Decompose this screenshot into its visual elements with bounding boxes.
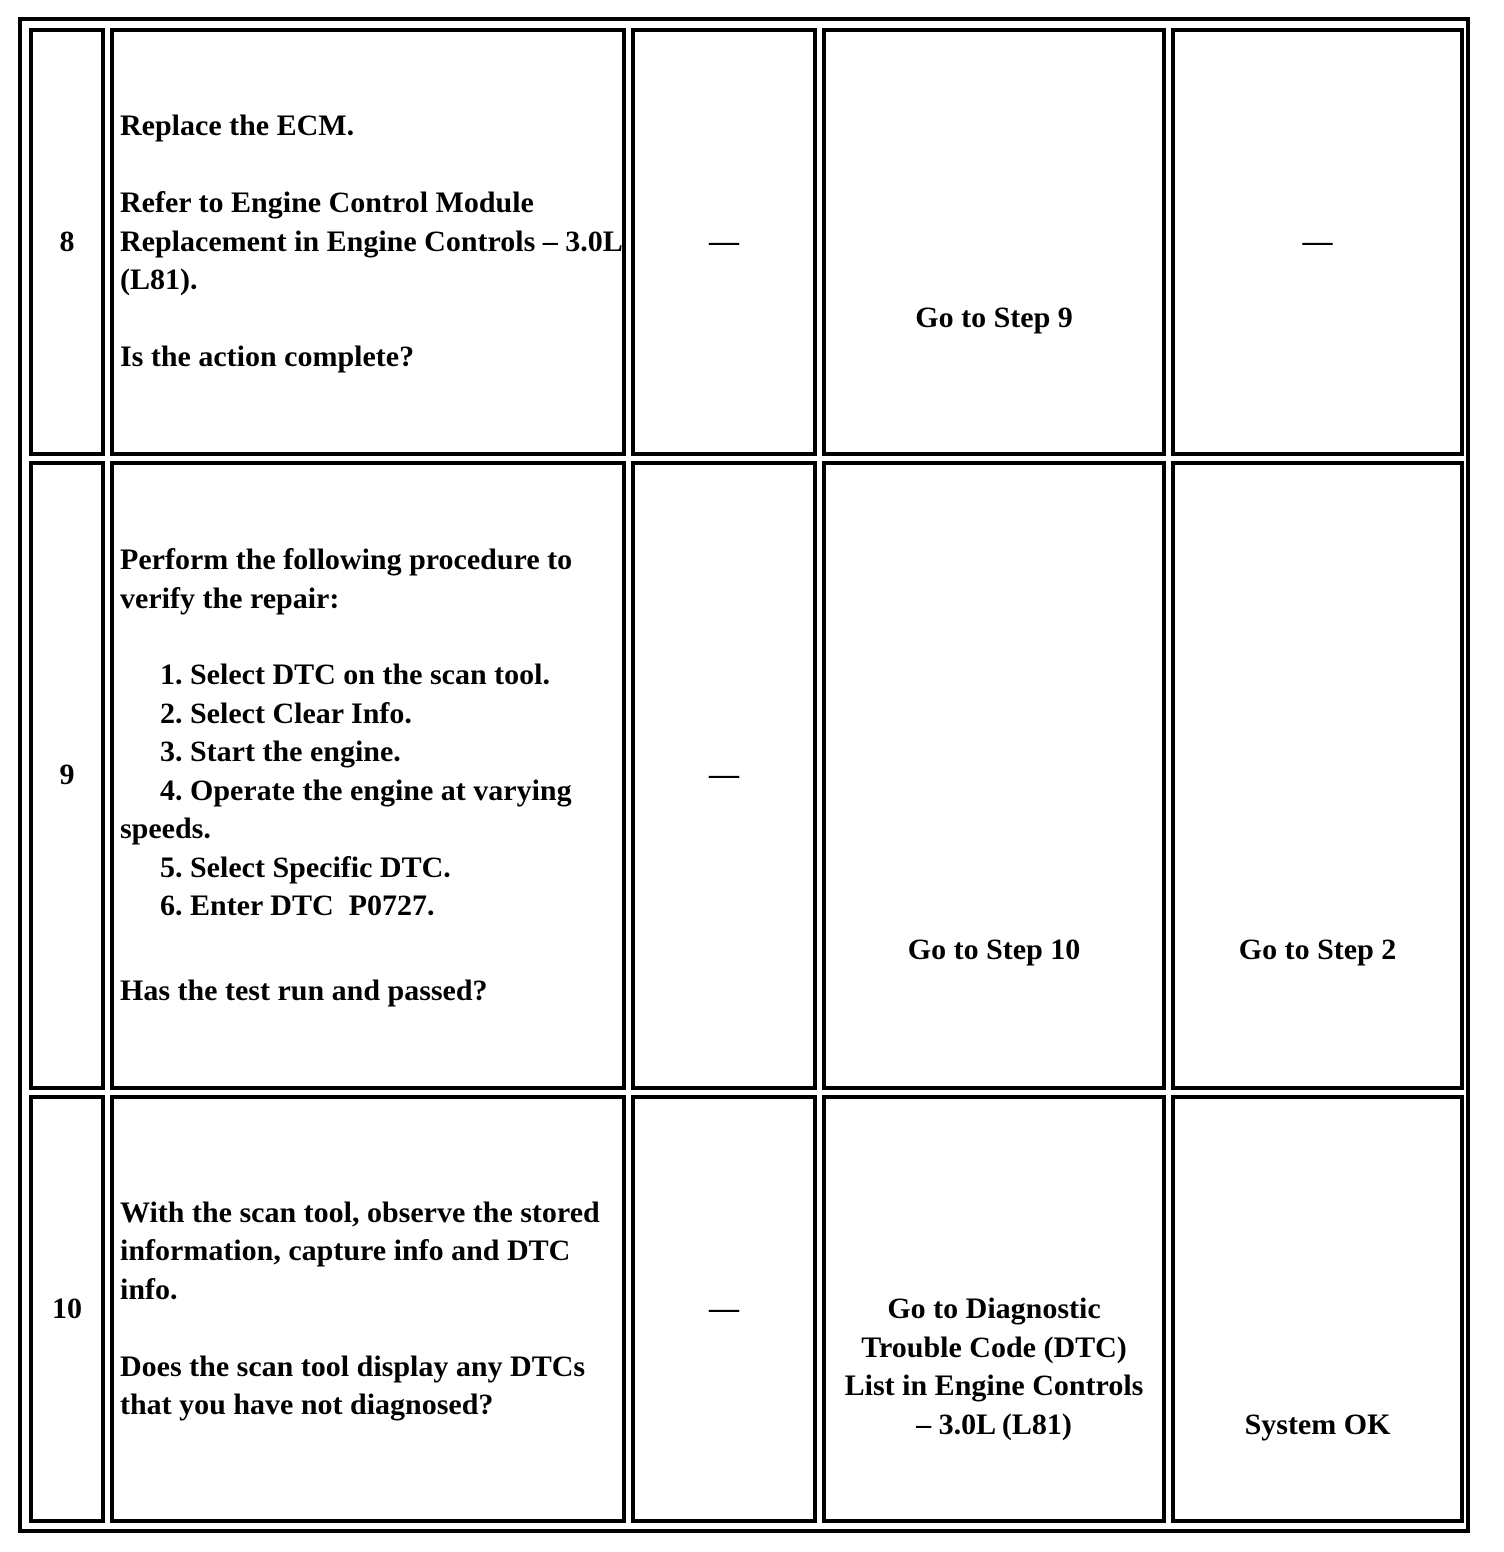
action-intro: Perform the following procedure to verify the repair:: [120, 543, 573, 615]
action-cell: [110, 461, 626, 1090]
no-result: Go to Step 2: [1238, 932, 1397, 966]
procedure-step: 3. Start the engine.: [160, 735, 401, 768]
action-question: Has the test run and passed?: [120, 973, 488, 1007]
table-row-step-10: [29, 1095, 1464, 1523]
action-cell: [110, 1095, 626, 1523]
action-cell: [110, 28, 626, 456]
yes-result: Go to Step 9: [915, 300, 1073, 334]
action-text: Replace the ECM. Refer to Engine Control Module Replacement in Engine Controls – 3.0L (L81). Is the action complete?: [120, 109, 622, 374]
value-text: —: [709, 758, 739, 792]
yes-cell: [822, 1095, 1166, 1523]
step-number-cell: [29, 1095, 105, 1523]
value-text: —: [709, 1291, 739, 1325]
action-text: With the scan tool, observe the stored information, capture info and DTC info. Does the scan tool display any DTCs that you have not diagnosed?: [120, 1195, 600, 1421]
step-number-cell: [29, 28, 105, 456]
diagnostic-table: [24, 23, 1469, 1528]
table-row-step-9: [29, 461, 1464, 1090]
value-text: —: [709, 224, 739, 258]
step-number: 8: [59, 224, 75, 258]
no-result: System OK: [1244, 1407, 1391, 1441]
step-number: 10: [52, 1291, 82, 1325]
no-cell: [1171, 1095, 1464, 1523]
value-cell: [631, 1095, 817, 1523]
yes-result: Go to Step 10: [907, 932, 1081, 966]
yes-cell: [822, 28, 1166, 456]
procedure-step: 5. Select Specific DTC.: [160, 850, 451, 884]
step-number: 9: [59, 758, 75, 792]
value-cell: [631, 461, 817, 1090]
spacer: [120, 926, 622, 972]
yes-result: Go to Diagnostic Trouble Code (DTC) List in Engine Controls – 3.0L (L81): [844, 1292, 1144, 1441]
no-result: —: [1302, 224, 1333, 258]
procedure-step: 6. Enter DTC P0727.: [160, 889, 435, 922]
no-cell: [1171, 28, 1464, 456]
step-number-cell: [29, 461, 105, 1090]
table-row-step-8: [29, 28, 1464, 456]
value-cell: [631, 28, 817, 456]
no-cell: [1171, 461, 1464, 1090]
yes-cell: [822, 461, 1166, 1090]
procedure-step: 1. Select DTC on the scan tool.: [160, 658, 550, 691]
procedure-step: 2. Select Clear Info.: [160, 696, 412, 730]
spacer: [120, 618, 622, 656]
procedure-step: 4. Operate the engine at varying speeds.: [120, 773, 572, 845]
